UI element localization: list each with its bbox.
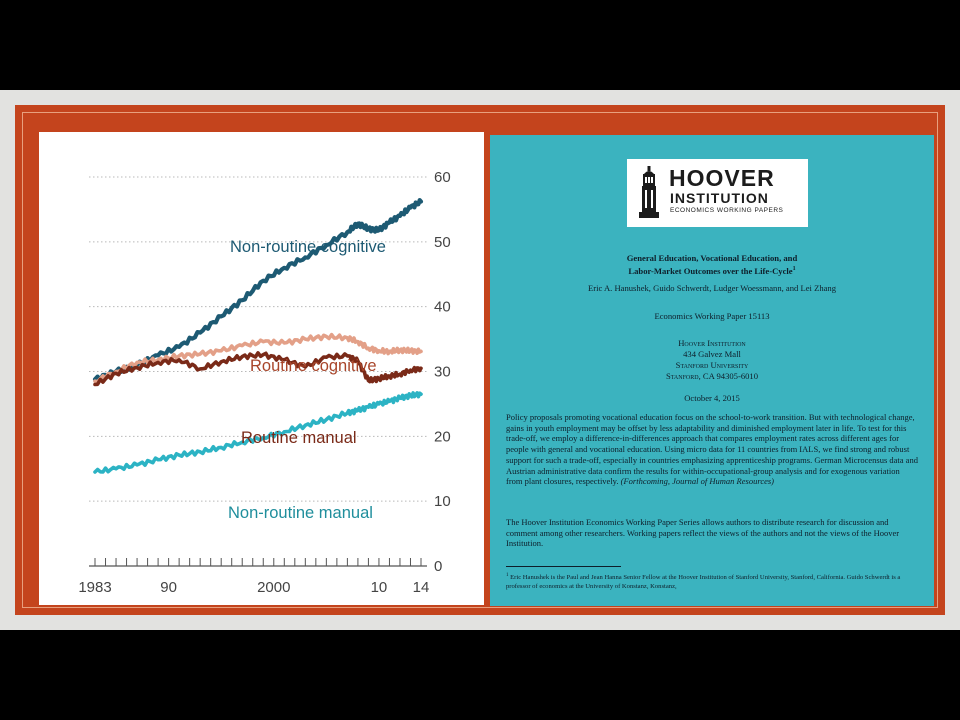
address-line-1: Hoover Institution (678, 338, 746, 348)
paper-title-line2-wrap (510, 264, 914, 277)
institution-address (510, 338, 914, 382)
address-line-2: 434 Galvez Mall (683, 349, 741, 359)
abstract-text: Policy proposals promoting vocational education focus on the school-to-work transition. But with technological change, gains in youth employment may be offset by less adaptability and diminished employment later in life. To test for this trade-off, we employ a difference-in-differences approach that compares employment rates across different ages for people with general and vocational education. Using micro data for 11 countries from IALS, we find strong and robust support for such a trade-off, especially in countries emphasizing apprenticeship programs. German Microcensus data and Austrian administrative data confirm the results for within-occupational-group analysis and for exogenous variation from plant closures, respectively. (506, 412, 918, 487)
footnote (506, 571, 918, 599)
logo-wordmark-institution: INSTITUTION (670, 190, 769, 206)
logo-subtitle: ECONOMICS WORKING PAPERS (670, 207, 784, 214)
paper-abstract (506, 412, 918, 487)
y-tick-label-10: 10 (434, 493, 451, 511)
title-footnote-mark: 1 (792, 266, 796, 272)
series-label-non-routine-cognitive: Non-routine cognitive (230, 238, 386, 256)
hoover-logo (627, 159, 808, 227)
x-tick-label-2000: 2000 (257, 579, 291, 596)
footnote-text: Eric Hanushek is the Paul and Jean Hanna Senior Fellow at the Hoover Institution of Stanford University, Stanford, California. Guido Schwerdt is a professor of economics at the University of Konstanz, Konstanz, (506, 574, 901, 591)
series-label-routine-manual: Routine manual (241, 429, 357, 447)
paper-title-line1: General Education, Vocational Education, and (626, 253, 798, 263)
x-tick-label-10: 10 (370, 579, 388, 596)
address-line-3: Stanford University (675, 360, 749, 370)
paper-title-line2: Labor-Market Outcomes over the Life-Cycle (628, 265, 793, 276)
footnote-divider (506, 566, 621, 567)
slide (0, 90, 960, 630)
y-tick-label-50: 50 (434, 233, 451, 251)
x-axis (78, 169, 450, 596)
series-label-non-routine-manual: Non-routine manual (228, 504, 373, 522)
series-note: The Hoover Institution Economics Working Paper Series allows authors to distribute research for discussion and comment among other researchers. Working papers reflect the views of the authors and not the views of the Hoover Institution. (506, 517, 900, 549)
working-paper-page (490, 135, 934, 606)
address-line-4: Stanford, CA 94305-6010 (665, 371, 759, 381)
logo-wordmark-hoover: HOOVER (669, 165, 775, 191)
footnote-mark: 1 (506, 573, 509, 578)
abstract-forthcoming: (Forthcoming, Journal of Human Resources) (620, 476, 775, 487)
x-tick-label-14: 14 (412, 579, 430, 596)
x-tick-label-90: 90 (160, 579, 177, 596)
paper-date: October 4, 2015 (684, 393, 740, 403)
chart-panel (39, 132, 484, 605)
paper-title (510, 253, 914, 277)
y-tick-label-0: 0 (434, 558, 443, 575)
paper-authors: Eric A. Hanushek, Guido Schwerdt, Ludger Woessmann, and Lei Zhang (587, 283, 837, 293)
line-chart (39, 132, 484, 605)
y-tick-label-40: 40 (434, 298, 451, 316)
y-tick-label-30: 30 (434, 363, 451, 381)
y-tick-label-60: 60 (434, 169, 451, 186)
paper-series-label: Economics Working Paper 15113 (654, 311, 770, 321)
y-tick-label-20: 20 (434, 428, 451, 446)
x-tick-label-1983: 1983 (78, 579, 112, 596)
series-labels (228, 238, 386, 522)
slide-frame (15, 105, 945, 615)
series-label-routine-cognitive: Routine cognitive (250, 357, 377, 375)
hoover-tower-icon (637, 166, 661, 218)
